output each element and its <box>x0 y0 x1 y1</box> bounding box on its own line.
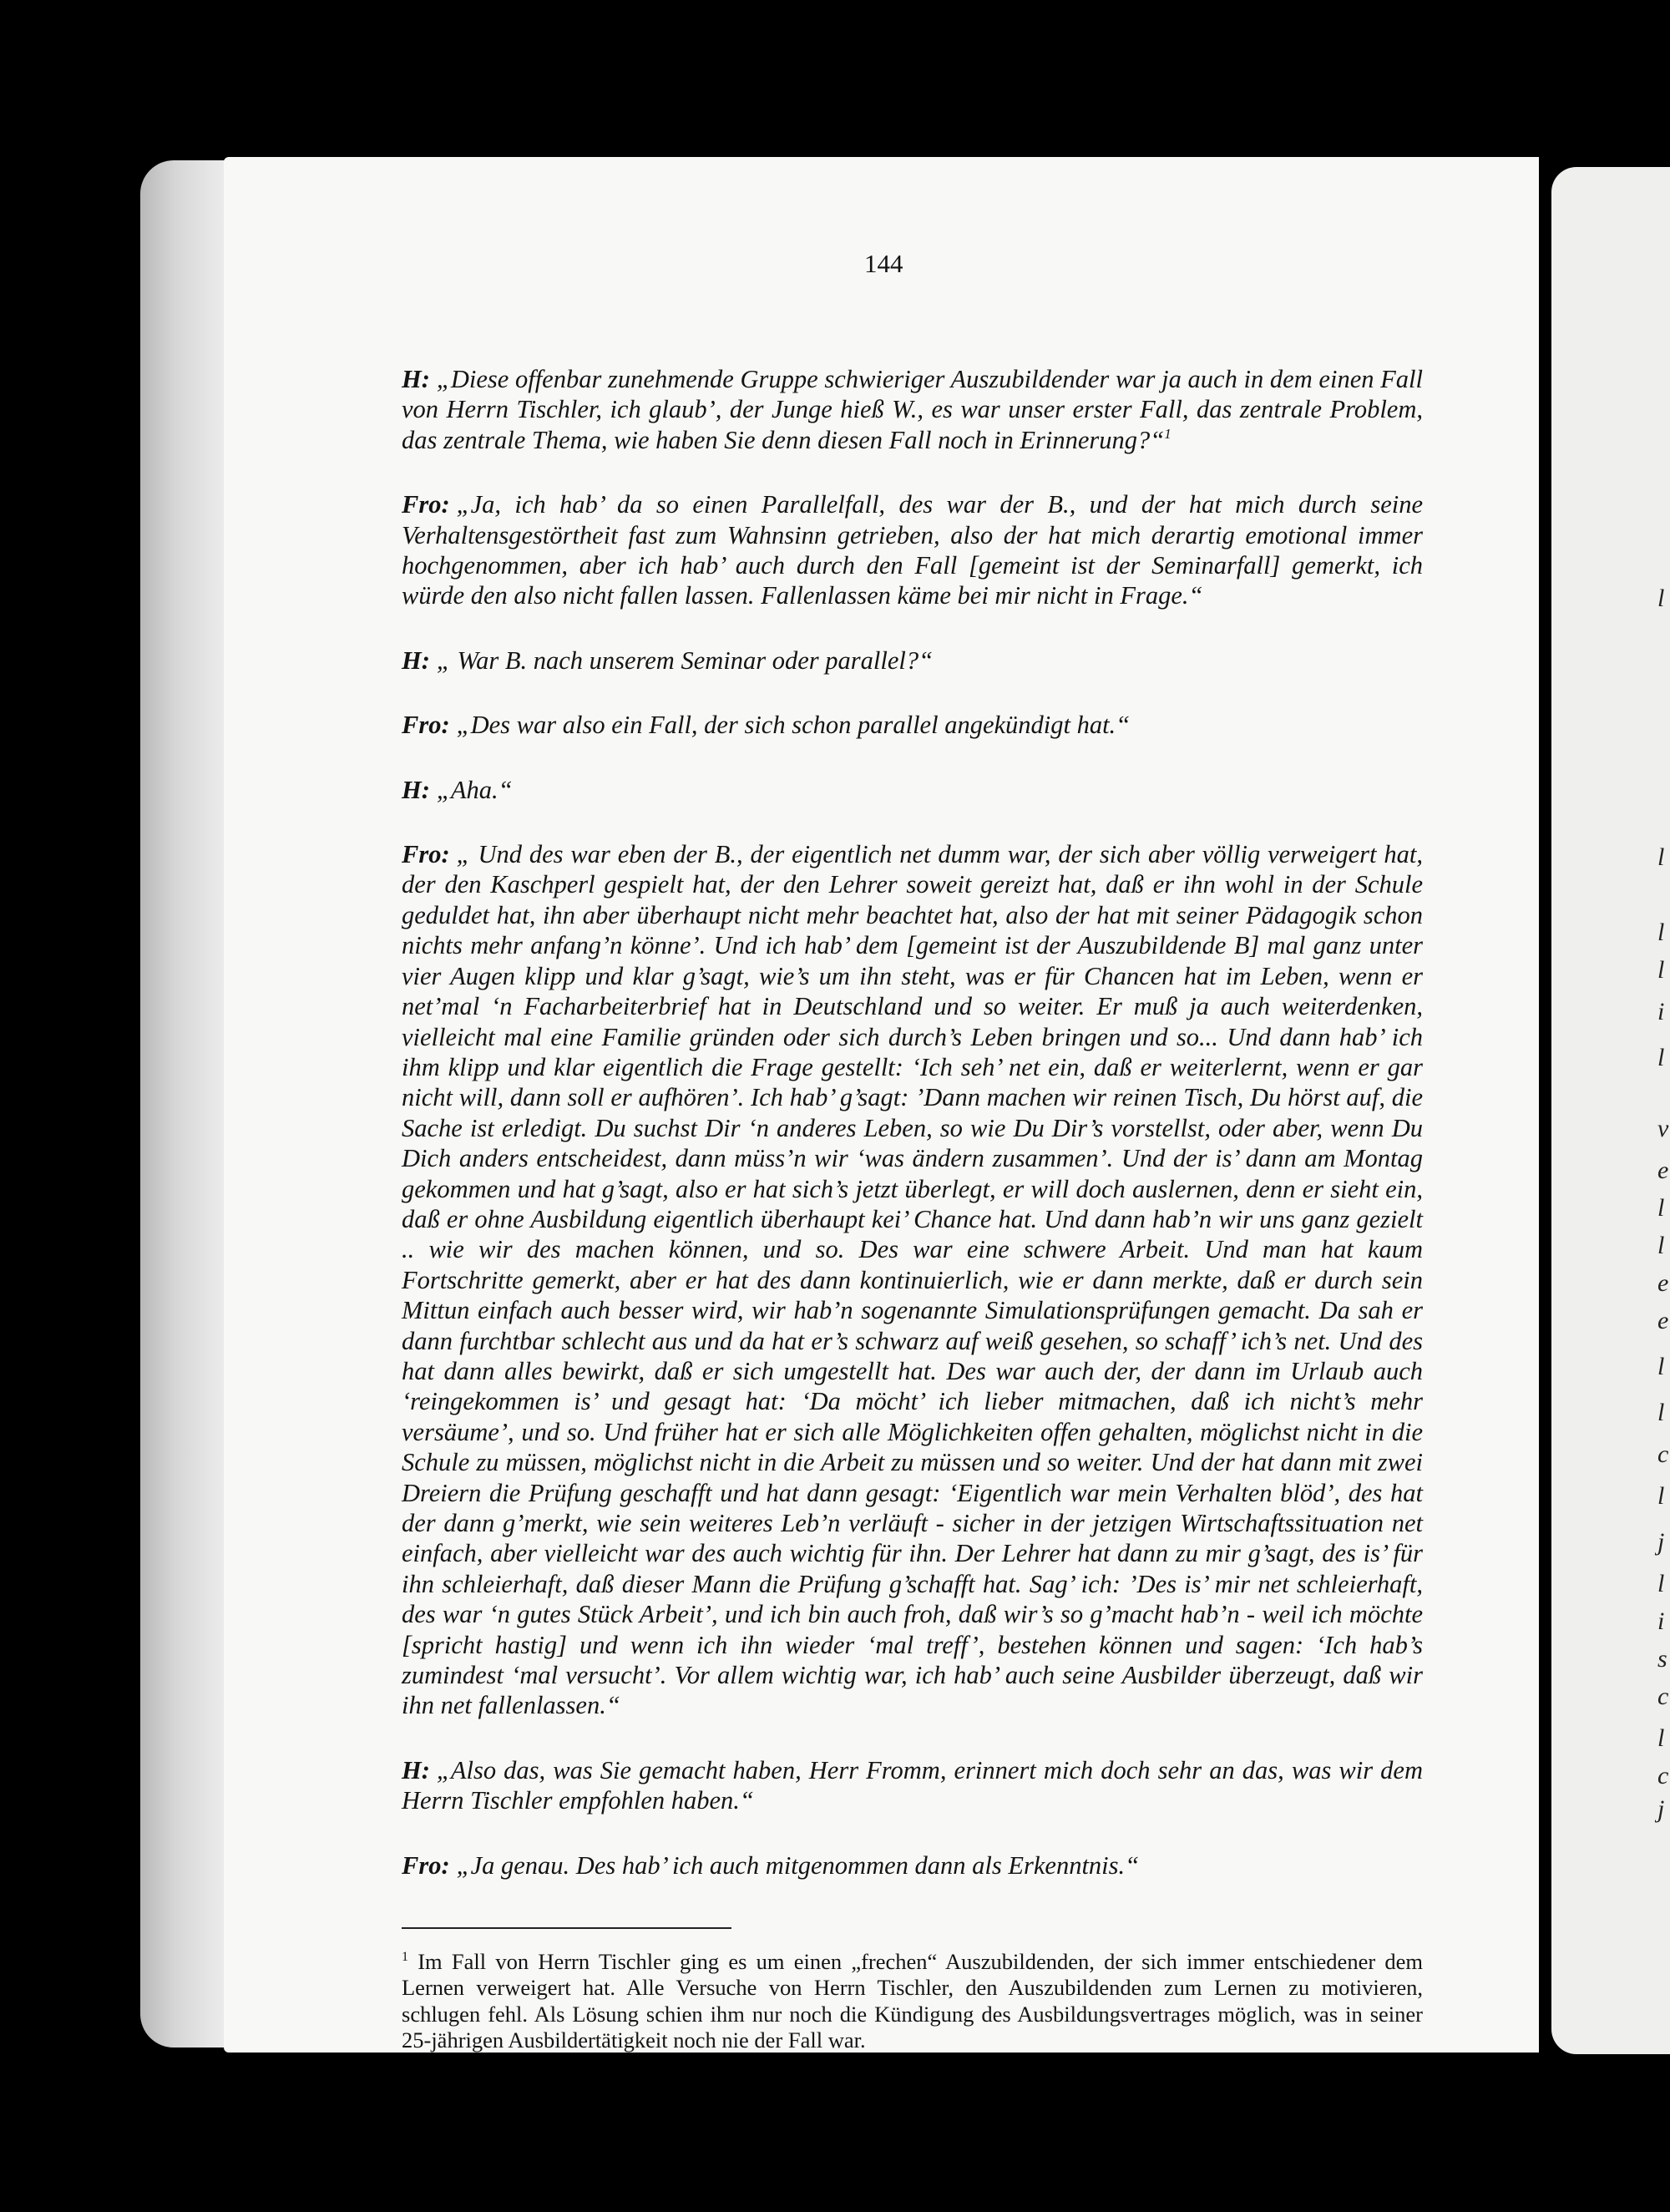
utterance-text: „Also das, was Sie gemacht haben, Herr Fromm, erinnert mich doch sehr an das, was wir dem Herrn Tischler empfohlen haben.“ <box>402 1755 1423 1815</box>
utterance-text: „Ja, ich hab’ da so einen Parallelfall, des war der B., und der hat mich durch seine Verhaltensgestörtheit fast zum Wahnsinn getrieben, also der hat mich derartig emotional immer hochgenommen, aber ich hab’ auch durch den Fall [gemeint ist der Seminarfall] gemerkt, ich würde den also nicht fallen lassen. Fallenlassen käme bei mir nicht in Frage.“ <box>402 490 1423 610</box>
speaker-label: Fro: <box>402 711 450 740</box>
facing-page-letter: e <box>1657 1157 1669 1184</box>
facing-page-letter: e <box>1657 1307 1669 1334</box>
footnote-marker: 1 <box>402 1950 408 1965</box>
facing-page-letter: e <box>1657 1269 1669 1297</box>
page-content <box>402 364 1423 2054</box>
speaker-label: H: <box>402 775 430 804</box>
facing-page-text <box>1657 0 1670 2212</box>
facing-page-letter: i <box>1657 1607 1665 1635</box>
facing-page-letter: v <box>1657 1115 1669 1142</box>
dialogue-paragraph-1 <box>402 364 1423 455</box>
footnote-text: Im Fall von Herrn Tischler ging es um einen „frechen“ Auszubildenden, der sich immer entschiedener dem Lernen verweigert hat. Alle Versuche von Herrn Tischler, den Auszubildenden zum Lernen zu motivieren, schlugen fehl. Als Lösung schien ihm nur noch die Kündigung des Ausbildungsvertrages möglich, was in seiner 25-jährigen Ausbildertätigkeit noch nie der Fall war. <box>402 1949 1424 2053</box>
facing-page-letter: j <box>1657 1795 1665 1823</box>
speaker-label: Fro: <box>402 840 450 869</box>
footnote-reference: 1 <box>1164 425 1172 442</box>
utterance-text: „ Und des war eben der B., der eigentlich net dumm war, der sich aber völlig verweigert hat, der den Kaschperl gespielt hat, der den Lehrer soweit gereizt hat, daß er ihn wohl in der Schule geduldet hat, ihn aber überhaupt nicht mehr beachtet hat, also der hat mit seiner Pädagogik schon nichts mehr anfang’n könne’. Und ich hab’ dem [gemeint ist der Auszubildende B] mal ganz unter vier Augen klipp und klar g’sagt, wie’s um ihn steht, was er für Chancen hat im Leben, wenn er net’mal ‘n Facharbeiterbrief hat in Deutschland und so weiter. Er muß ja auch weiterdenken, vielleicht mal eine Familie gründen oder sich durch’s Leben bringen und so... Und dann hab’ ich ihm klipp und klar eigentlich die Frage gestellt: ‘Ich seh’ net ein, daß er weiterlernt, wenn er gar nicht will, dann soll er aufhören’. Ich hab’ g’sagt: ’Dann machen wir reinen Tisch, Du hörst auf, die Sache ist erledigt. Du suchst Dir ‘n anderes Leben, so wie Du Dir’s vorstellst, oder aber, wenn Du Dich anders entscheidest, dann müss’n wir ‘was ändern zusammen’. Und der is’ dann am Montag gekommen und hat g’sagt, also er hat sich’s jetzt überlegt, er will doch auslernen, denn er sieht ein, daß er ohne Ausbildung eigentlich überhaupt kei’ Chance hat. Und dann hab’n wir uns ganz gezielt .. wie wir des machen können, und so. Des war eine schwere Arbeit. Und man hat kaum Fortschritte gemerkt, aber er hat des dann kontinuierlich, wie er dann merkte, daß er durch sein Mittun einfach auch besser wird, wir hab’n sogenannte Simulationsprüfungen gemacht. Da sah er dann furchtbar schlecht aus und da hat er’s schwarz auf weiß gesehen, so schaff’ ich’s net. Und des hat dann alles bewirkt, daß er sich umgestellt hat. Des war auch der, der dann im Urlaub auch ‘reingekommen is’ und gesagt hat: ‘Da möcht’ ich lieber mitmachen, daß ich nicht’s mehr versäume’, und so. Und früher hat er sich alle Möglichkeiten offen gehalten, möglichst nicht in die Schule zu müssen, möglichst nicht in die Arbeit zu müssen und so weiter. Und der hat dann mit zwei Dreiern die Prüfung geschafft und hat dann gesagt: ‘Eigentlich war mein Verhalten blöd’, des hat der dann g’merkt, wie sein weiteres Leb’n verläuft - sicher in der jetzigen Wirtschaftssituation net einfach, aber vielleicht war des auch wichtig für ihn. Der Lehrer hat dann zu mir g’sagt, des is’ für ihn schleierhaft, daß dieser Mann die Prüfung g’schafft hat. Sag’ ich: ’Des is’ mir net schleierhaft, des war ‘n gutes Stück Arbeit’, und ich bin auch froh, daß wir’s so g’macht hab’n - weil ich möchte [spricht hastig] und wenn ich ihn wieder ‘mal treff’, bestehen können und sagen: ‘Ich hab’s zumindest ‘mal versucht’. Vor allem wichtig war, ich hab’ auch seine Ausbilder überzeugt, daß wir ihn net fallenlassen.“ <box>402 840 1423 1720</box>
utterance-text: „Diese offenbar zunehmende Gruppe schwieriger Auszubildender war ja auch in dem einen Fall von Herrn Tischler, ich glaub’, der Junge hieß W., es war unser erster Fall, das zentrale Problem, das zentrale Thema, wie haben Sie denn diesen Fall noch in Erinnerung?“ <box>402 365 1423 454</box>
utterance-text: „Des war also ein Fall, der sich schon parallel angekündigt hat.“ <box>456 711 1131 740</box>
speaker-label: Fro: <box>402 1850 450 1880</box>
utterance-text: „ War B. nach unserem Seminar oder parallel?“ <box>436 645 934 675</box>
dialogue-paragraph-3 <box>402 645 1423 676</box>
speaker-label: H: <box>402 645 430 675</box>
facing-page-letter: l <box>1657 1570 1665 1597</box>
utterance-text: „Ja genau. Des hab’ ich auch mitgenommen dann als Erkenntnis.“ <box>456 1850 1140 1880</box>
facing-page-letter: l <box>1657 1353 1665 1380</box>
facing-page <box>1551 167 1670 2054</box>
facing-page-letter: l <box>1657 1399 1665 1426</box>
speaker-label: Fro: <box>402 490 450 519</box>
footnote <box>402 1949 1423 2054</box>
facing-page-letter: l <box>1657 919 1665 946</box>
dialogue-paragraph-6 <box>402 839 1423 1721</box>
dialogue-paragraph-5 <box>402 775 1423 805</box>
facing-page-letter: l <box>1657 1194 1665 1222</box>
facing-page-letter: l <box>1657 1482 1665 1510</box>
footnote-divider <box>402 1927 731 1929</box>
dialogue-paragraph-7 <box>402 1755 1423 1816</box>
facing-page-letter: l <box>1657 1044 1665 1071</box>
speaker-label: H: <box>402 1755 430 1784</box>
facing-page-letter: i <box>1657 998 1665 1025</box>
facing-page-letter: l <box>1657 956 1665 984</box>
facing-page-letter: l <box>1657 1724 1665 1752</box>
facing-page-letter: c <box>1657 1683 1669 1710</box>
dialogue-paragraph-8 <box>402 1850 1423 1880</box>
facing-page-letter: c <box>1657 1762 1669 1789</box>
facing-page-letter: j <box>1657 1528 1665 1556</box>
speaker-label: H: <box>402 365 430 393</box>
utterance-text: „Aha.“ <box>436 775 513 804</box>
facing-page-letter: l <box>1657 585 1665 612</box>
dialogue-paragraph-2 <box>402 489 1423 611</box>
facing-page-letter: c <box>1657 1440 1669 1468</box>
page-number: 144 <box>864 249 903 278</box>
facing-page-letter: l <box>1657 1232 1665 1259</box>
facing-page-letter: s <box>1657 1645 1667 1673</box>
facing-page-letter: l <box>1657 843 1665 871</box>
dialogue-paragraph-4 <box>402 710 1423 740</box>
